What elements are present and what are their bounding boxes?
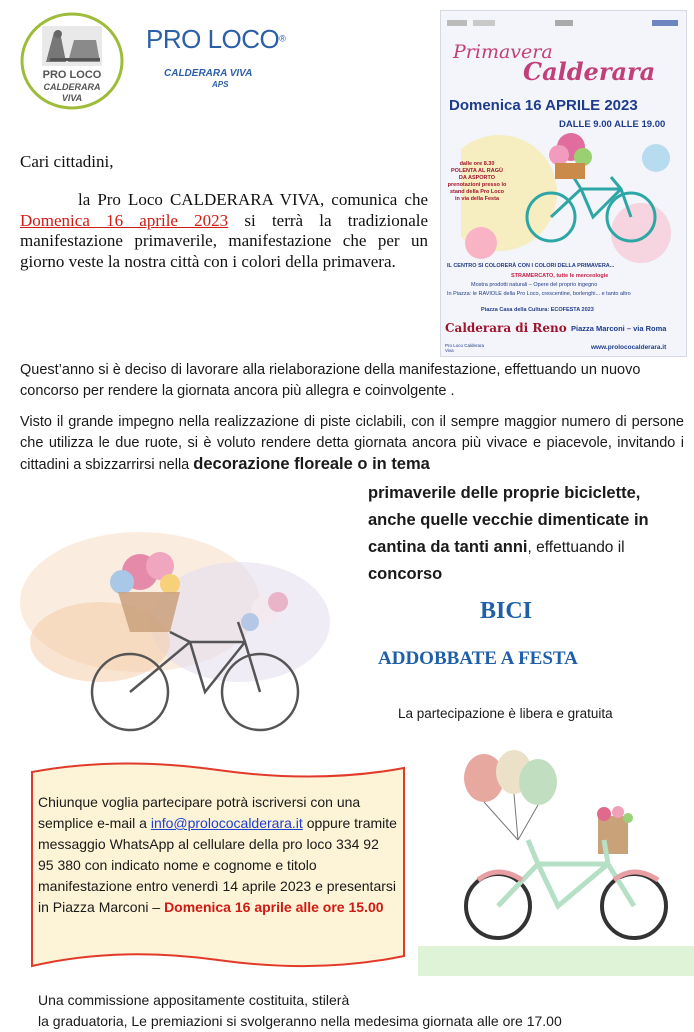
participation-note: La partecipazione è libera e gratuita bbox=[398, 706, 613, 721]
email-link[interactable]: info@prolococalderara.it bbox=[150, 815, 303, 831]
registration-text-1: Chiunque voglia partecipare potrà iscriversi con una semplice e-mail a bbox=[38, 794, 361, 831]
poster-line-3: Mostra prodotti naturali – Opere del proprio ingegno bbox=[471, 282, 598, 288]
registered-mark: ® bbox=[279, 33, 286, 44]
poster-line-5: Piazza Casa della Cultura: ECOFESTA 2023 bbox=[481, 307, 594, 313]
poster-line-2: STRAMERCATO, tutte le merceologie bbox=[511, 273, 609, 279]
footer-line-2: la graduatoria, Le premiazioni si svolgeranno nella medesima giornata alle ore 17.00 bbox=[38, 1013, 562, 1029]
poster-title-2: Calderara bbox=[523, 57, 656, 86]
footer-text bbox=[38, 990, 688, 1032]
intro-text-1: la Pro Loco CALDERARA VIVA, comunica che bbox=[78, 190, 428, 209]
paragraph-cycling-continued bbox=[368, 480, 684, 588]
poster-footer-logo: Pro Loco Calderara Viva bbox=[445, 343, 485, 353]
para3-text: Visto il grande impegno nella realizzazione di piste ciclabili, con il sempre maggior numero di persone che utilizza le due ruote, si è voluto rendere detta giornata ancora più vivace e piacevole, invitando i cittadini a sbizzarrirsi nella bbox=[20, 414, 684, 473]
logo-line-1: PRO LOCO bbox=[42, 69, 102, 81]
wordmark-text: PRO LOCO bbox=[146, 24, 280, 54]
sponsor-logos-icon bbox=[447, 18, 680, 28]
poster-website[interactable]: www.prolococalderara.it bbox=[591, 344, 667, 351]
watercolor-bicycle-icon bbox=[10, 492, 350, 750]
poster-line-4: In Piazza: le RAVIOLE della Pro Loco, crescentine, borlenghi... e tanto altro bbox=[447, 291, 631, 297]
poster-date: Domenica 16 APRILE 2023 bbox=[449, 97, 638, 114]
wordmark-aps: APS bbox=[212, 80, 229, 89]
pro-loco-calderara-logo bbox=[20, 12, 124, 110]
footer-line-1: Una commissione appositamente costituita, stilerà bbox=[38, 992, 350, 1008]
registration-info bbox=[38, 792, 398, 918]
poster-sponsor-logos bbox=[447, 15, 680, 25]
wordmark-subtitle: CALDERARA VIVA bbox=[164, 68, 253, 79]
intro-date: Domenica 16 aprile 2023 bbox=[20, 210, 229, 230]
intro-paragraph bbox=[20, 190, 428, 272]
intro-text-2: si terrà la tradizionale manifestazione primaverile, manifestazione che per un giorno veste la nostra città con i colori della primavera. bbox=[20, 210, 429, 271]
poster-location-sub: Piazza Marconi – via Roma bbox=[571, 324, 667, 333]
para3-end: concorso bbox=[368, 565, 443, 583]
paragraph-cycling bbox=[20, 412, 684, 476]
para3-tail: , effettuando il bbox=[527, 539, 625, 556]
event-poster bbox=[440, 10, 687, 357]
para3-bold-rest: primaverile delle proprie biciclette, anche quelle vecchie dimenticate in cantina da tanti anni bbox=[368, 484, 649, 556]
para3-bold-inline: decorazione floreale o in tema bbox=[193, 455, 430, 473]
poster-location: Calderara di Reno bbox=[445, 321, 567, 335]
logo-line-2: CALDERARA bbox=[43, 82, 101, 92]
poster-side-note: dalle ore 8.30 POLENTA AL RAGÙ DA ASPORTO prenotazioni presso lo stand della Pro Loco in via della Festa bbox=[447, 161, 507, 202]
poster-title-1: Primavera bbox=[453, 41, 553, 63]
greeting: Cari cittadini, bbox=[20, 152, 114, 171]
logo-line-3: VIVA bbox=[61, 93, 83, 103]
poster-center-line: IL CENTRO SI COLORERÀ CON I COLORI DELLA PRIMAVERA... bbox=[447, 263, 615, 269]
contest-title-1: BICI bbox=[480, 598, 533, 624]
paragraph-rework: Quest’anno si è deciso di lavorare alla rielaborazione della manifestazione, effettuando un nuovo concorso per rendere la giornata ancora più allegra e coinvolgente . bbox=[20, 362, 641, 399]
registration-text-2: oppure tramite messaggio WhatsApp al cellulare della pro loco 334 92 95 380 con indicato nome e cognome e titolo manifestazione entro venerdì 14 aprile 2023 e presentarsi in Piazza Marconi – bbox=[38, 815, 397, 915]
registration-highlight: Domenica 16 aprile alle ore 15.00 bbox=[164, 899, 384, 915]
contest-title-2: ADDOBBATE A FESTA bbox=[378, 648, 578, 669]
balloon-bicycle-icon bbox=[418, 740, 694, 976]
pro-loco-wordmark bbox=[146, 24, 286, 94]
poster-hours: DALLE 9.00 ALLE 19.00 bbox=[559, 119, 666, 130]
